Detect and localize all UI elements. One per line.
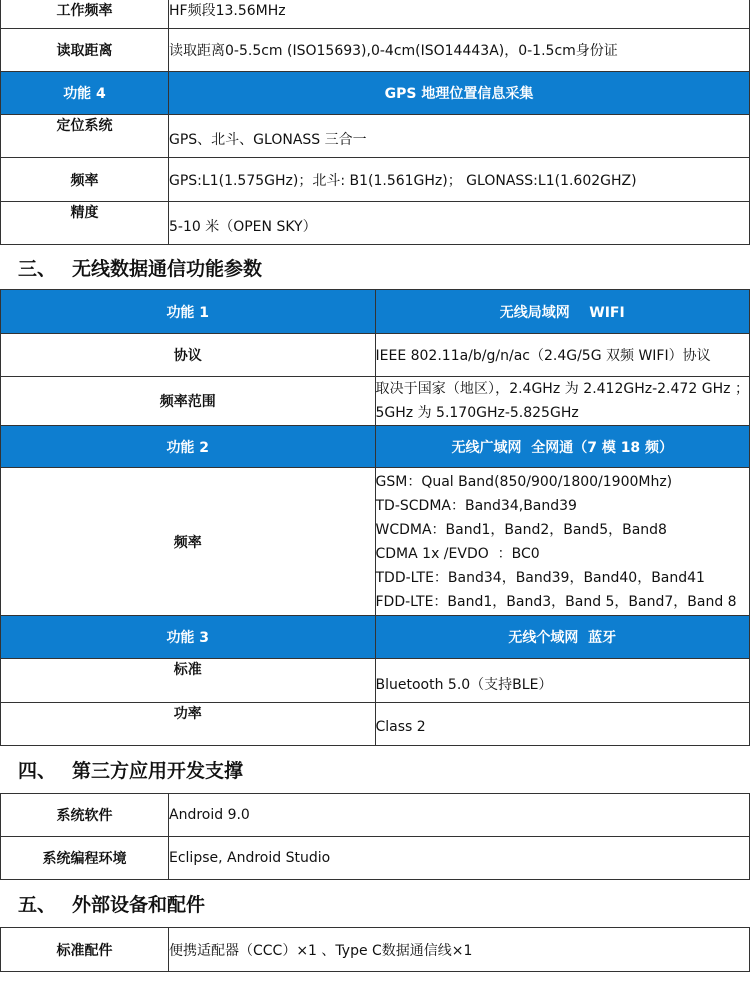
row-value: 5-10 米（OPEN SKY） [169,202,750,245]
function-title: 无线局域网 WIFI [375,290,750,334]
row-label: 定位系统 [1,115,169,158]
row-label: 频率 [1,468,376,616]
row-value: IEEE 802.11a/b/g/n/ac（2.4G/5G 双频 WIFI）协议 [375,334,750,377]
band-line: CDMA 1x /EVDO ：BC0 [375,545,540,562]
function-label: 功能 3 [1,616,376,659]
row-label: 系统软件 [1,794,169,837]
table-row [1,115,750,158]
table-row [1,0,750,29]
function-label: 功能 4 [1,72,169,115]
row-label: 工作频率 [1,0,169,29]
row-value [375,468,750,616]
section-title: 无线数据通信功能参数 [72,257,263,280]
table-row [1,468,750,616]
frequency-range-text: 取决于国家（地区），2.4GHz 为 2.412GHz-2.472 GHz ；5GHz 为 5.170GHz-5.825GHz [375,381,749,421]
section-header-row [1,426,750,468]
function-title: 无线广域网 全网通（7 模 18 频） [375,426,750,468]
band-line: WCDMA：Band1，Band2，Band5，Band8 [375,521,667,538]
function-title: 无线个域网 蓝牙 [375,616,750,659]
section-header-row [1,72,750,115]
row-value: Class 2 [375,703,750,746]
section-heading-wireless [0,245,750,289]
section-number: 四、 [18,760,57,782]
table-row [1,29,750,72]
spec-table-dev-support [0,793,750,880]
row-label: 频率 [1,158,169,202]
band-line: TDD-LTE：Band34，Band39，Band40，Band41 [375,569,705,586]
band-line: FDD-LTE：Band1，Band3，Band 5，Band7，Band 8 [375,593,737,610]
row-value: Bluetooth 5.0（支持BLE） [375,659,750,703]
table-row [1,794,750,837]
row-value: GPS、北斗、GLONASS 三合一 [169,115,750,158]
function-label: 功能 1 [1,290,376,334]
section-heading-third-party [0,746,750,793]
row-value [375,377,750,426]
table-row [1,837,750,880]
section-number: 三、 [18,257,57,280]
spec-table-nfc-gps [0,0,750,245]
section-number: 五、 [18,894,57,916]
row-label: 标准 [1,659,376,703]
band-line: TD-SCDMA：Band34,Band39 [375,497,577,514]
table-row [1,158,750,202]
spec-table-accessories [0,927,750,972]
row-value: HF频段13.56MHz [169,0,750,29]
row-label: 精度 [1,202,169,245]
function-label: 功能 2 [1,426,376,468]
row-label: 频率范围 [1,377,376,426]
table-row [1,377,750,426]
section-header-row [1,616,750,659]
table-row [1,659,750,703]
section-title: 第三方应用开发支撑 [72,760,244,782]
row-label: 协议 [1,334,376,377]
table-row [1,928,750,972]
row-value: Android 9.0 [169,794,750,837]
spec-table-wireless [0,289,750,746]
section-header-row [1,290,750,334]
function-title: GPS 地理位置信息采集 [169,72,750,115]
section-title: 外部设备和配件 [72,894,206,916]
row-label: 系统编程环境 [1,837,169,880]
band-line: GSM：Qual Band(850/900/1800/1900Mhz) [375,473,673,490]
table-row [1,703,750,746]
row-label: 功率 [1,703,376,746]
row-value: 读取距离0-5.5cm (ISO15693),0-4cm(ISO14443A)，0-1.5cm身份证 [169,29,750,72]
row-value: GPS:L1(1.575GHz)；北斗: B1(1.561GHz)； GLONASS:L1(1.602GHZ) [169,158,750,202]
section-heading-accessories [0,880,750,927]
table-row [1,334,750,377]
row-value: 便携适配器（CCC）×1 、Type C数据通信线×1 [169,928,750,972]
row-label: 标准配件 [1,928,169,972]
table-row [1,202,750,245]
row-value: Eclipse, Android Studio [169,837,750,880]
row-label: 读取距离 [1,29,169,72]
